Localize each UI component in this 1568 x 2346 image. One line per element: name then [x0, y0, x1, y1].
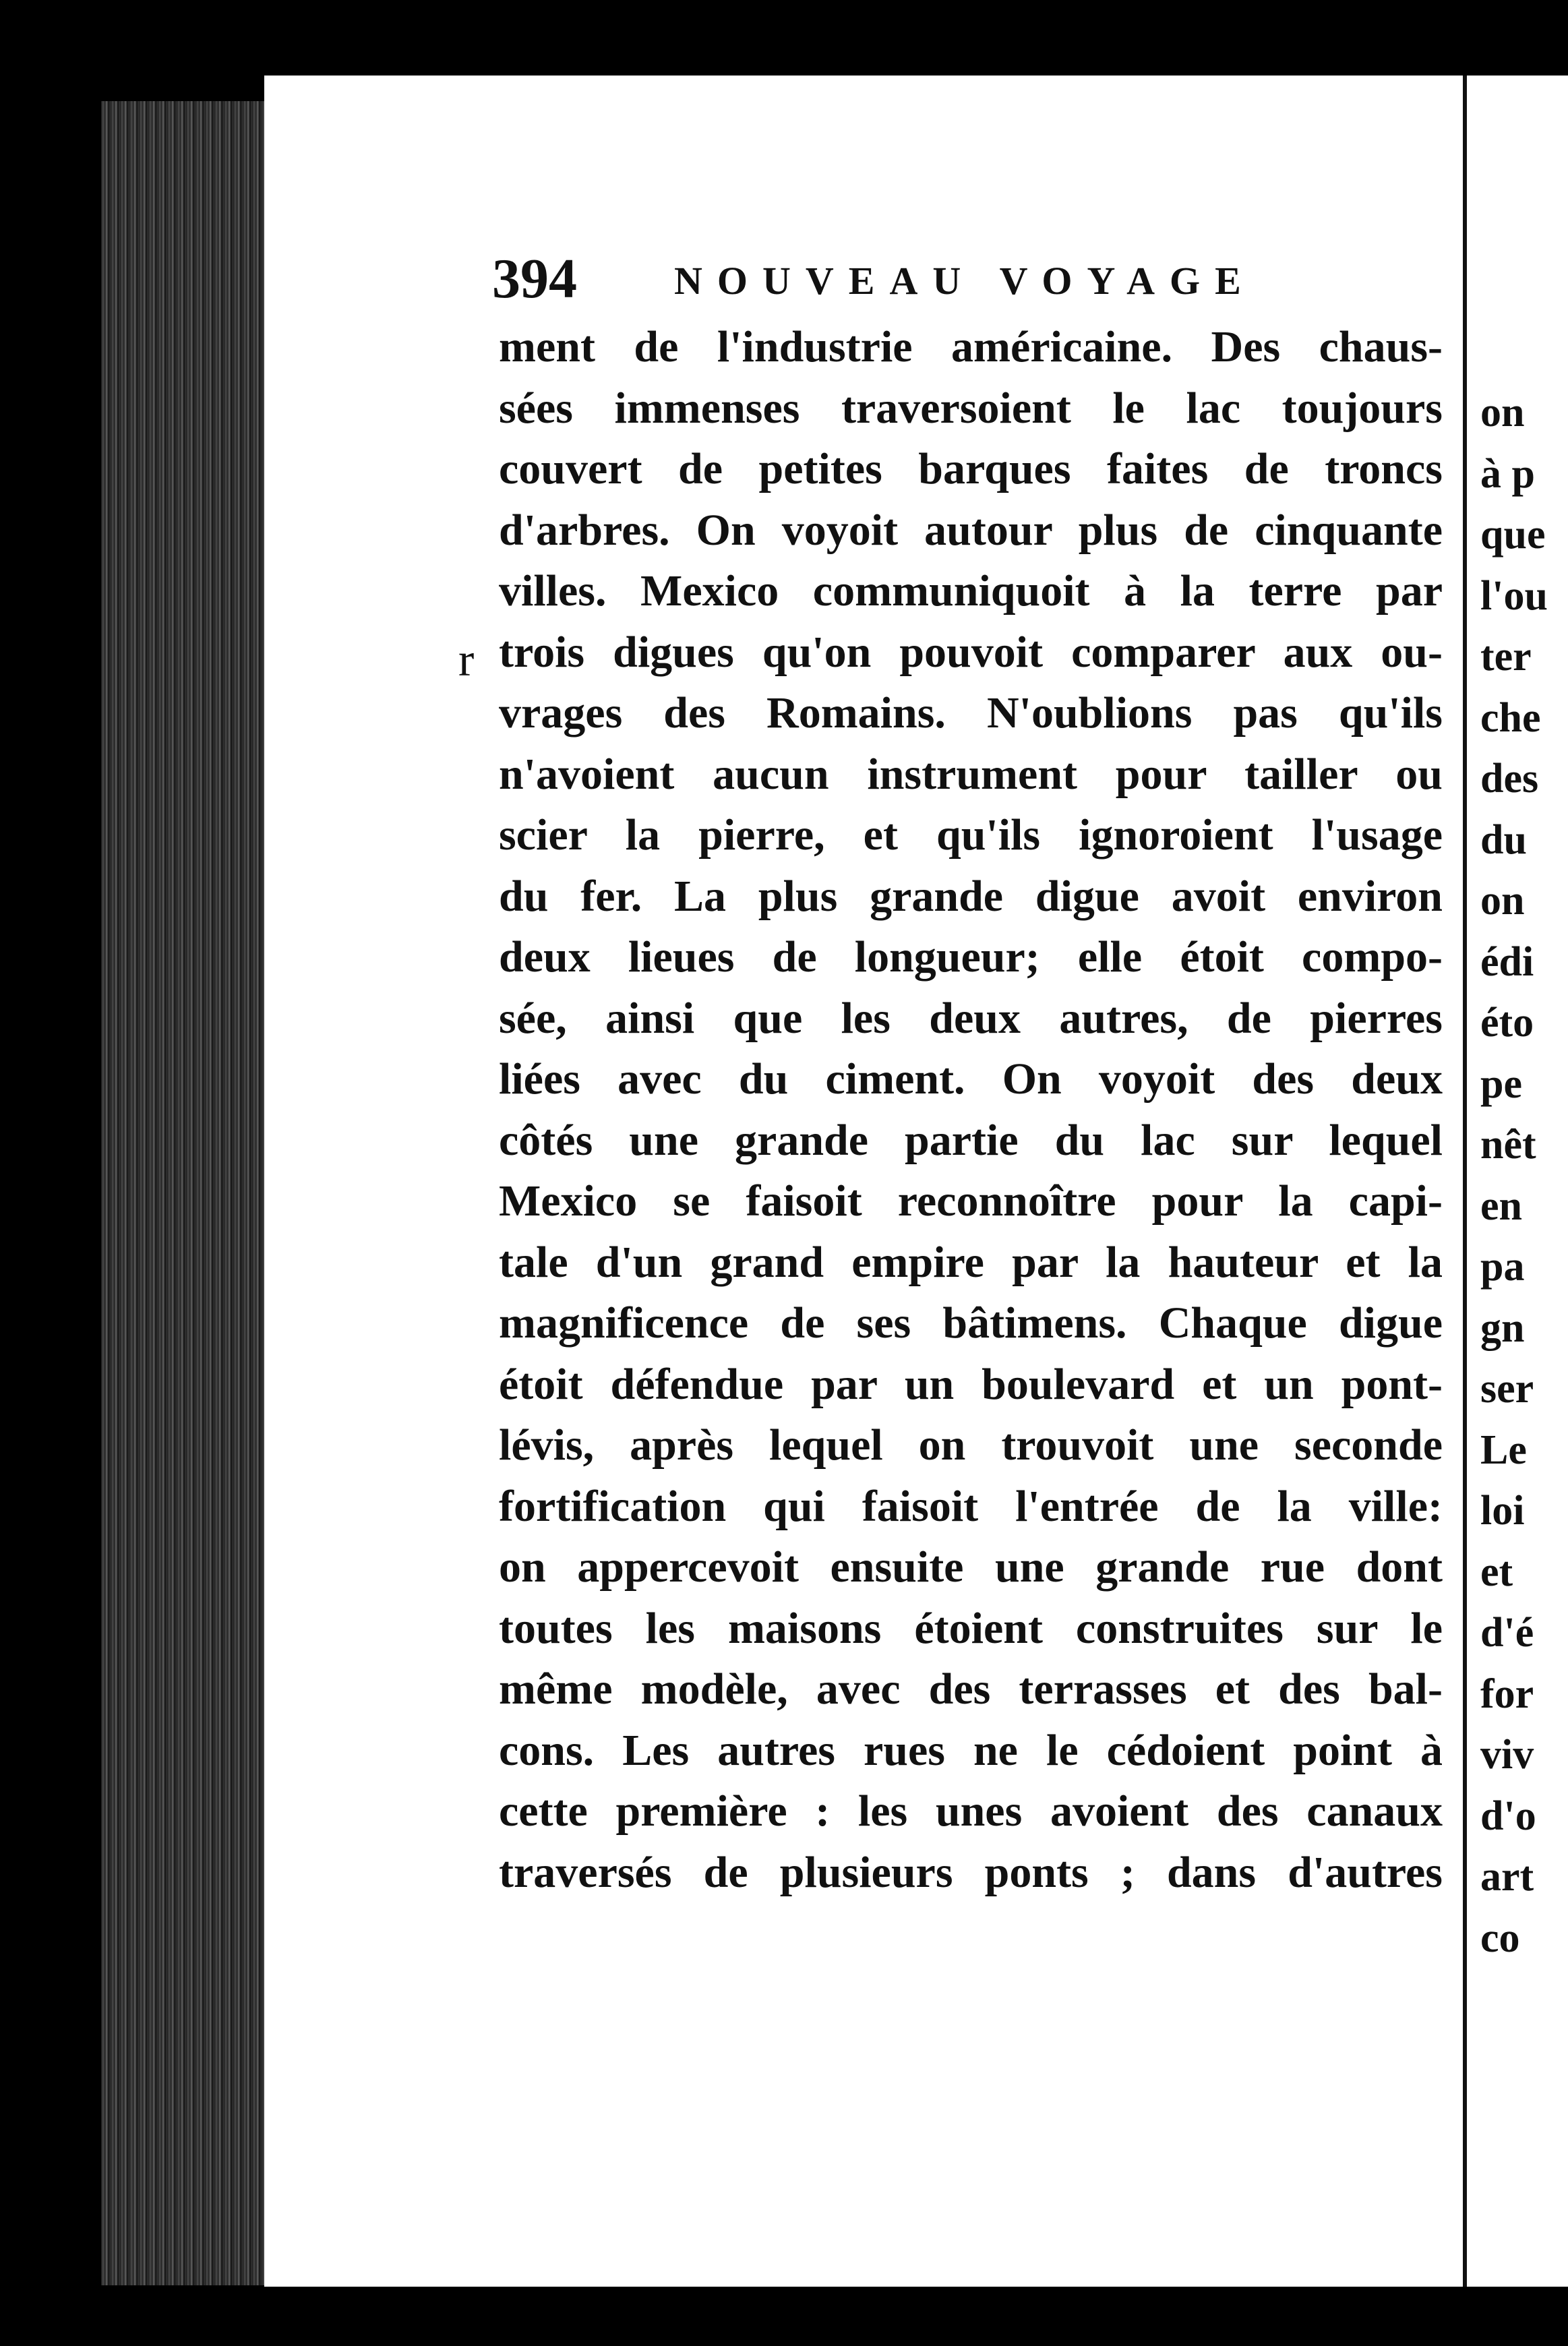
text-line: sée, ainsi que les deux autres, de pierres: [499, 993, 1443, 1043]
text-line: même modèle, avec des terrasses et des bal-: [499, 1664, 1443, 1714]
text-line: magnificence de ses bâtimens. Chaque digue: [499, 1298, 1443, 1348]
text-line: villes. Mexico communiquoit à la terre par: [499, 566, 1443, 615]
facing-line: Le: [1480, 1426, 1527, 1473]
facing-line: et: [1480, 1548, 1513, 1595]
text-line: sées immenses traversoient le lac toujours: [499, 383, 1443, 433]
page-header: [492, 246, 1261, 320]
text-line: trois digues qu'on pouvoit comparer aux ou-: [499, 627, 1443, 677]
facing-line: du: [1480, 816, 1527, 863]
facing-line: édi: [1480, 938, 1534, 985]
page-body-text: [499, 317, 1443, 1903]
page-edges: [101, 101, 270, 2285]
facing-line: pa: [1480, 1244, 1525, 1290]
facing-line: à p: [1480, 450, 1535, 497]
text-line: Mexico se faisoit reconnoître pour la capi-: [499, 1176, 1443, 1226]
facing-line: ser: [1480, 1366, 1534, 1412]
facing-line: des: [1480, 756, 1539, 802]
text-line: n'avoient aucun instrument pour tailler ou: [499, 749, 1443, 799]
text-line: tale d'un grand empire par la hauteur et la: [499, 1237, 1443, 1287]
facing-line: on: [1480, 390, 1525, 435]
facing-line: ter: [1480, 634, 1532, 680]
text-line: du fer. La plus grande digue avoit environ: [499, 871, 1443, 921]
text-line: d'arbres. On voyoit autour plus de cinquante: [499, 505, 1443, 555]
text-line: vrages des Romains. N'oublions pas qu'ils: [499, 688, 1443, 738]
text-line: cette première : les unes avoient des canaux: [499, 1786, 1443, 1836]
facing-line: d'é: [1480, 1610, 1534, 1656]
text-line: scier la pierre, et qu'ils ignoroient l'usage: [499, 810, 1443, 860]
text-line: couvert de petites barques faites de troncs: [499, 444, 1443, 493]
facing-line: for: [1480, 1671, 1534, 1717]
facing-line: en: [1480, 1182, 1522, 1229]
text-line: cons. Les autres rues ne le cédoient point à: [499, 1725, 1443, 1775]
facing-page-text: [1480, 382, 1548, 1968]
facing-line: nêt: [1480, 1122, 1536, 1168]
text-line: traversés de plusieurs ponts ; dans d'autres: [499, 1847, 1443, 1897]
facing-line: d'o: [1480, 1793, 1536, 1839]
facing-line: pe: [1480, 1060, 1522, 1107]
facing-line: co: [1480, 1915, 1520, 1961]
facing-line: art: [1480, 1854, 1534, 1900]
text-line: toutes les maisons étoient construites sur le: [499, 1603, 1443, 1653]
facing-line: que: [1480, 512, 1546, 558]
facing-line: on: [1480, 878, 1525, 924]
facing-line: che: [1480, 694, 1541, 741]
margin-annotation: r: [458, 634, 475, 686]
text-line: lévis, après lequel on trouvoit une seconde: [499, 1420, 1443, 1470]
facing-line: éto: [1480, 1000, 1534, 1046]
facing-page-edge: [1463, 76, 1568, 2287]
running-head: NOUVEAU VOYAGE: [674, 259, 1256, 303]
text-line: ment de l'industrie américaine. Des chaus-: [499, 322, 1443, 371]
facing-line: viv: [1480, 1732, 1534, 1778]
facing-line: loi: [1480, 1488, 1525, 1534]
facing-line: l'ou: [1480, 572, 1548, 619]
page-number: 394: [492, 247, 577, 310]
text-line: fortification qui faisoit l'entrée de la ville:: [499, 1481, 1443, 1531]
facing-line: gn: [1480, 1304, 1525, 1351]
text-line: on appercevoit ensuite une grande rue dont: [499, 1542, 1443, 1592]
text-line: étoit défendue par un boulevard et un pont-: [499, 1359, 1443, 1409]
text-line: deux lieues de longueur; elle étoit compo-: [499, 932, 1443, 982]
text-line: côtés une grande partie du lac sur lequel: [499, 1115, 1443, 1165]
text-line: liées avec du ciment. On voyoit des deux: [499, 1054, 1443, 1104]
